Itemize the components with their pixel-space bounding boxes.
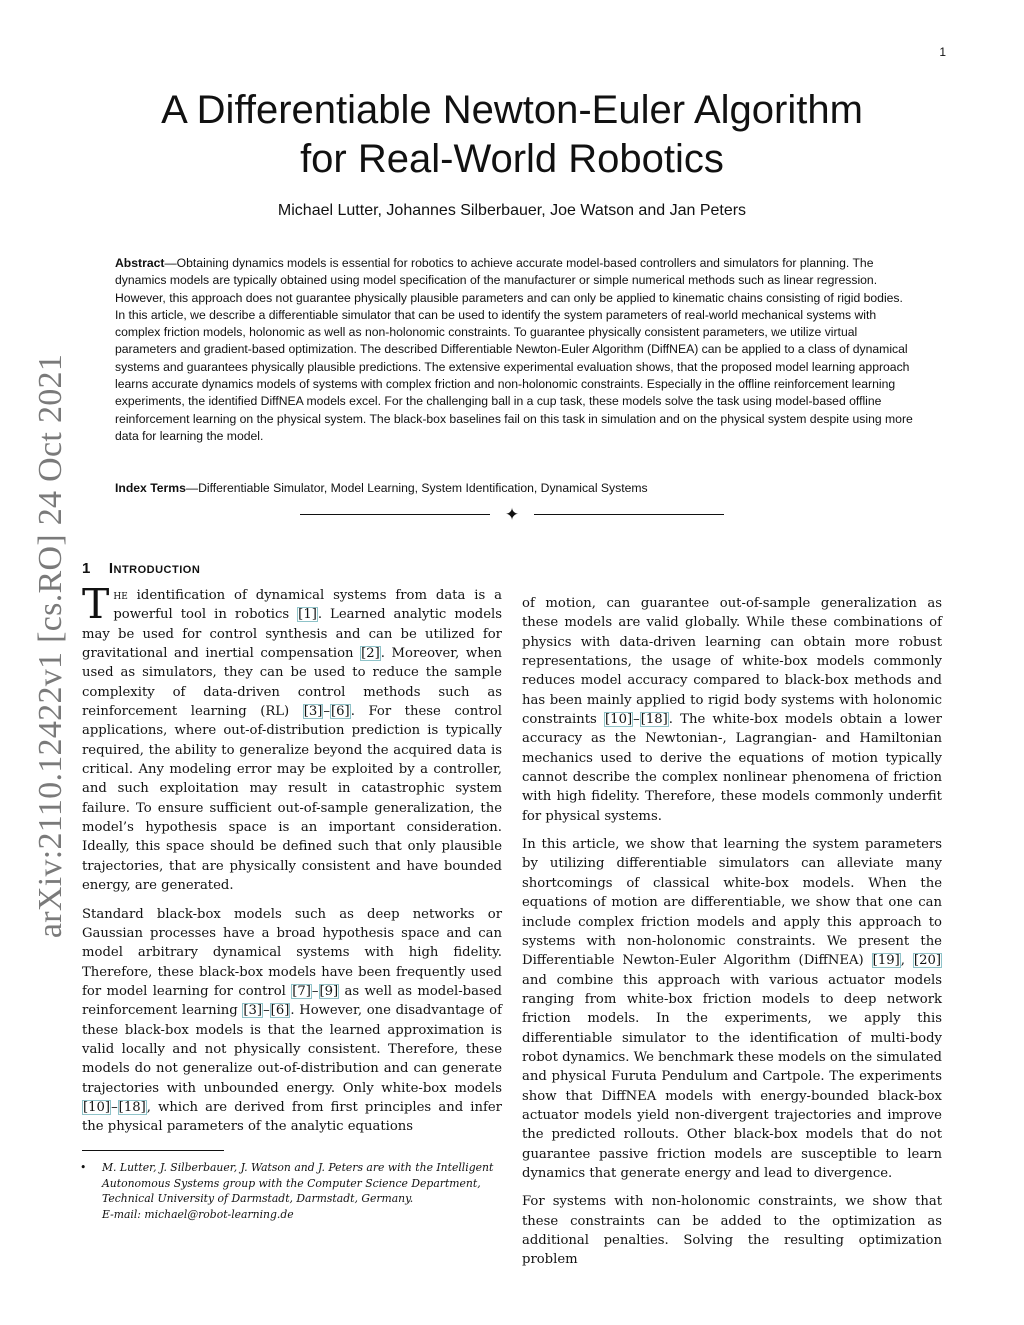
footnote-line: M. Lutter, J. Silberbauer, J. Watson and J. Peters are with the Intelligent [102,1161,494,1174]
abstract-label: Abstract [115,256,165,270]
citation-link[interactable]: [3] [303,704,323,720]
bullet-icon: • [80,1161,87,1174]
section-title: Introduction [108,560,201,577]
paragraph: of motion, can guarantee out-of-sample generalization as these models are valid globally. While these combinations of physics with data-driven learning can obtain more robust representations, the usage of white-box models commonly reduces model accuracy compared to black-box methods and has been mainly applied to rigid body systems with holonomic constraints [10]–[18]. The white-box models obtain a lower accuracy as the Newtonian-, Lagrangian- and Hamiltonian mechanics used to derive the equations of motion typically cannot describe the complex nonlinear phenomena of friction with high fidelity. Therefore, these models commonly underfit for physical systems. [522,596,942,824]
citation-link[interactable]: [10] [83,1099,111,1115]
citation-link[interactable]: [3] [243,1003,263,1019]
index-terms-label: Index Terms [115,481,186,495]
footnote-line: Technical University of Darmstadt, Darmstadt, Germany. [102,1192,414,1206]
index-terms [115,480,915,497]
paragraph: The identification of dynamical systems from data is a powerful tool in robotics [1]. Learned analytic models may be used for control synthesis and can be utilized for gravitational and inertial compensation [2]. Moreover, when used as simulators, they can be used to reduce the sample complexity of data-driven control methods such as reinforcement learning (RL) [3]–[6]. For these control applications, where out-of-distribution prediction is typically required, the ability to generalize beyond the acquired data is critical. Any modeling error may be exploited by a controller, and such exploitation may result in catastrophic system failure. To ensure sufficient out-of-sample generalization, the model’s hypothesis space is an important consideration. Ideally, this space should be defined such that only plausible trajectories, that are physically consistent and have bounded energy, are generated. [82,580,503,894]
footnote [82,1160,502,1222]
citation-link[interactable]: [18] [118,1099,146,1115]
footnote-rule [82,1150,224,1151]
citation-link[interactable]: [20] [913,953,941,969]
divider-rule-left [300,514,490,515]
section-heading [82,560,200,577]
citation-link[interactable]: [1] [298,607,317,623]
citation-link[interactable]: [6] [331,704,350,720]
citation-link[interactable]: [18] [640,712,668,728]
page-number: 1 [939,45,946,59]
title-line-1: A Differentiable Newton-Euler Algorithm [161,88,863,132]
abstract [115,255,915,445]
title-line-2: for Real-World Robotics [300,137,724,181]
footnote-email[interactable]: E-mail: michael@robot-learning.de [102,1207,294,1221]
abstract-text: —Obtaining dynamics models is essential for robotics to achieve accurate model-based controllers and simulators for planning. The dynamics models are typically obtained using model specification of the manufacturer or simple numerical methods such as linear regression. However, this approach does not guarantee physically plausible parameters and can only be applied to kinematic chains consisting of rigid bodies. In this article, we describe a differentiable simulator that can be used to identify the system parameters of real-world mechanical systems with complex friction models, holonomic as well as non-holonomic constraints. To guarantee physically consistent parameters, we utilize virtual parameters and gradient-based optimization. The described Differentiable Newton-Euler Algorithm (DiffNEA) can be applied to a class of dynamical systems and guarantees physically plausible predictions. The extensive experimental evaluation shows, that the proposed model learning approach learns accurate dynamics models of systems with complex friction and non-holonomic constraints. Especially in the offline reinforcement learning experiments, the identified DiffNEA models excel. For the challenging ball in a cup task, these models solve the task using model-based offline reinforcement learning on the physical system. The black-box baselines fail on this task in simulation and on the physical system despite using more data for learning the model. [115,256,913,443]
paragraph: In this article, we show that learning the system parameters by utilizing differentiable simulators can alleviate many shortcomings of classical white-box models. When the equations of motion are differentiable, we show that one can include complex friction models and apply this approach to systems with non-holonomic constraints. We present the Differentiable Newton-Euler Algorithm (DiffNEA) [19], [20] and combine this approach with various actuator models ranging from white-box friction models to deep network friction models. In the experiments, we apply this differentiable simulator to the identification of multi-body robot dynamics. We benchmark these models on the simulated and physical Furuta Pendulum and Cartpole. The experiments show that DiffNEA models with energy-bounded black-box actuator models yield non-divergent trajectories and improve the predicted rollouts. Other black-box models that do not guarantee passive friction models are susceptible to learn dynamics that generate energy and lead to divergence. [522,837,942,1181]
paper-title [0,86,1024,184]
citation-link[interactable]: [10] [605,712,633,728]
index-terms-text: —Differentiable Simulator, Model Learning, System Identification, Dynamical Systems [185,481,648,495]
divider-rule-right [534,514,724,515]
drop-cap: T [82,580,110,628]
citation-link[interactable]: [2] [361,646,380,662]
left-column [82,580,503,1146]
author-list: Michael Lutter, Johannes Silberbauer, Joe Watson and Jan Peters [277,202,747,219]
citation-link[interactable]: [6] [270,1003,290,1019]
paragraph: Standard black-box models such as deep networks or Gaussian processes have a broad hypothesis space and can model arbitrary dynamical systems with high fidelity. Therefore, these black-box models have been frequently used for model learning for control [7]–[9] as well as model-based reinforcement learning [3]–[6]. However, one disadvantage of these black-box models is that the learned approximation is valid locally and not physically consistent. Therefore, these models do not generalize out-of-distribution and can generate trajectories with unbounded energy. Only white-box models [10]–[18], which are derived from first principles and infer the physical parameters of the analytic equations [82,906,502,1135]
arxiv-identifier: arXiv:2110.12422v1 [cs.RO] 24 Oct 2021 [32,353,69,939]
paragraph: For systems with non-holonomic constraints, we show that these constraints can be added to the optimization as additional penalties. Solving the resulting optimization problem [522,1194,942,1268]
citation-link[interactable]: [9] [319,983,339,999]
citation-link[interactable]: [7] [292,983,311,999]
section-number: 1 [82,560,91,577]
citation-link[interactable]: [19] [872,953,900,969]
divider-ornament-icon: ✦ [504,505,520,525]
section-divider [300,503,724,527]
right-column [522,594,942,1279]
footnote-line: Autonomous Systems group with the Computer Science Department, [102,1176,481,1190]
